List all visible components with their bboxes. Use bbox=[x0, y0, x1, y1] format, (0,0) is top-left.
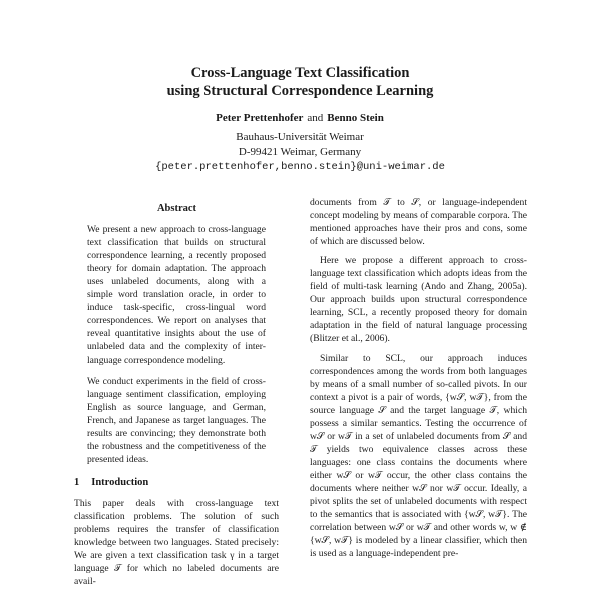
section-number: 1 bbox=[74, 476, 80, 488]
body-paragraph: Similar to SCL, our approach induces correspondences among the words from both languages by means of a small number of so-called pivots. In our context a pivot is a pair of words, {w𝒮, w𝒯}, from the source language 𝒮 and the target language 𝒯, which possess a similar semantics. Testing the occurrence of w𝒮 or w𝒯 in a set of unlabeled documents from 𝒮 and 𝒯 yields two equivalence classes across these languages: one class contains the documents where either w𝒮 or w𝒯 occur, the other class contains the documents where neither w𝒮 nor w𝒯 occur. Ideally, a pivot splits the set of unlabeled documents with respect to the semantics that is associated with {w𝒮, w𝒯}. The correlation between w𝒮 or w𝒯 and other words w, w ∉ {w𝒮, w𝒯} is modeled by a linear classifier, which then is used as a language-independent pre- bbox=[310, 352, 527, 560]
email: {peter.prettenhofer,benno.stein}@uni-weimar.de bbox=[155, 161, 445, 173]
body-paragraph: documents from 𝒯 to 𝒮, or language-independent concept modeling by means of comparable corpora. The mentioned approaches have their pros and cons, some of which are discussed below. bbox=[310, 197, 527, 248]
right-column bbox=[310, 196, 527, 566]
author-list bbox=[0, 111, 600, 125]
author-name: Peter Prettenhofer bbox=[216, 112, 304, 124]
abstract-paragraph: We conduct experiments in the field of cross-language sentiment classification, employing English as source language, and German, French, and Japanese as target languages. The results are convincing; they demonstrate both the robustness and the competitiveness of the presented ideas. bbox=[87, 375, 266, 465]
section-title: Introduction bbox=[91, 476, 149, 488]
body-paragraph: Here we propose a different approach to cross-language text classification which adopts ideas from the field of multi-task learning (Ando and Zhang, 2005a). Our approach builds upon structural correspondence learning, SCL, a recently proposed theory for domain adaptation in the field of natural language processing (Blitzer et al., 2006). bbox=[310, 255, 527, 345]
section-heading-introduction bbox=[74, 476, 279, 489]
title-line-1: Cross-Language Text Classification bbox=[190, 65, 410, 81]
abstract-paragraph: We present a new approach to cross-language text classification that builds on structural correspondence learning, a recently proposed theory for domain adaptation. The approach uses unlabeled documents, along with a simple word translation oracle, in order to induce task-specific, cross-lingual word correspondences. We report on analyses that reveal quantitative insights about the use of unlabeled data and the complexity of inter-language correspondence modeling. bbox=[87, 224, 266, 366]
author-conjunction: and bbox=[307, 112, 324, 124]
paper-title bbox=[0, 64, 600, 100]
body-paragraph: This paper deals with cross-language text classification problems. The solution of such problems requires the transfer of classification knowledge between two languages. Stated precisely: We are given a text classification task γ in a target language 𝒯 for which no labeled documents are avail- bbox=[74, 497, 279, 588]
address: D-99421 Weimar, Germany bbox=[238, 146, 362, 158]
left-column bbox=[74, 196, 279, 594]
abstract-heading: Abstract bbox=[156, 203, 197, 214]
affiliation-block bbox=[0, 130, 600, 175]
author-name: Benno Stein bbox=[327, 112, 384, 124]
institution: Bauhaus-Universität Weimar bbox=[236, 131, 364, 143]
title-line-2: using Structural Correspondence Learning bbox=[166, 83, 434, 99]
